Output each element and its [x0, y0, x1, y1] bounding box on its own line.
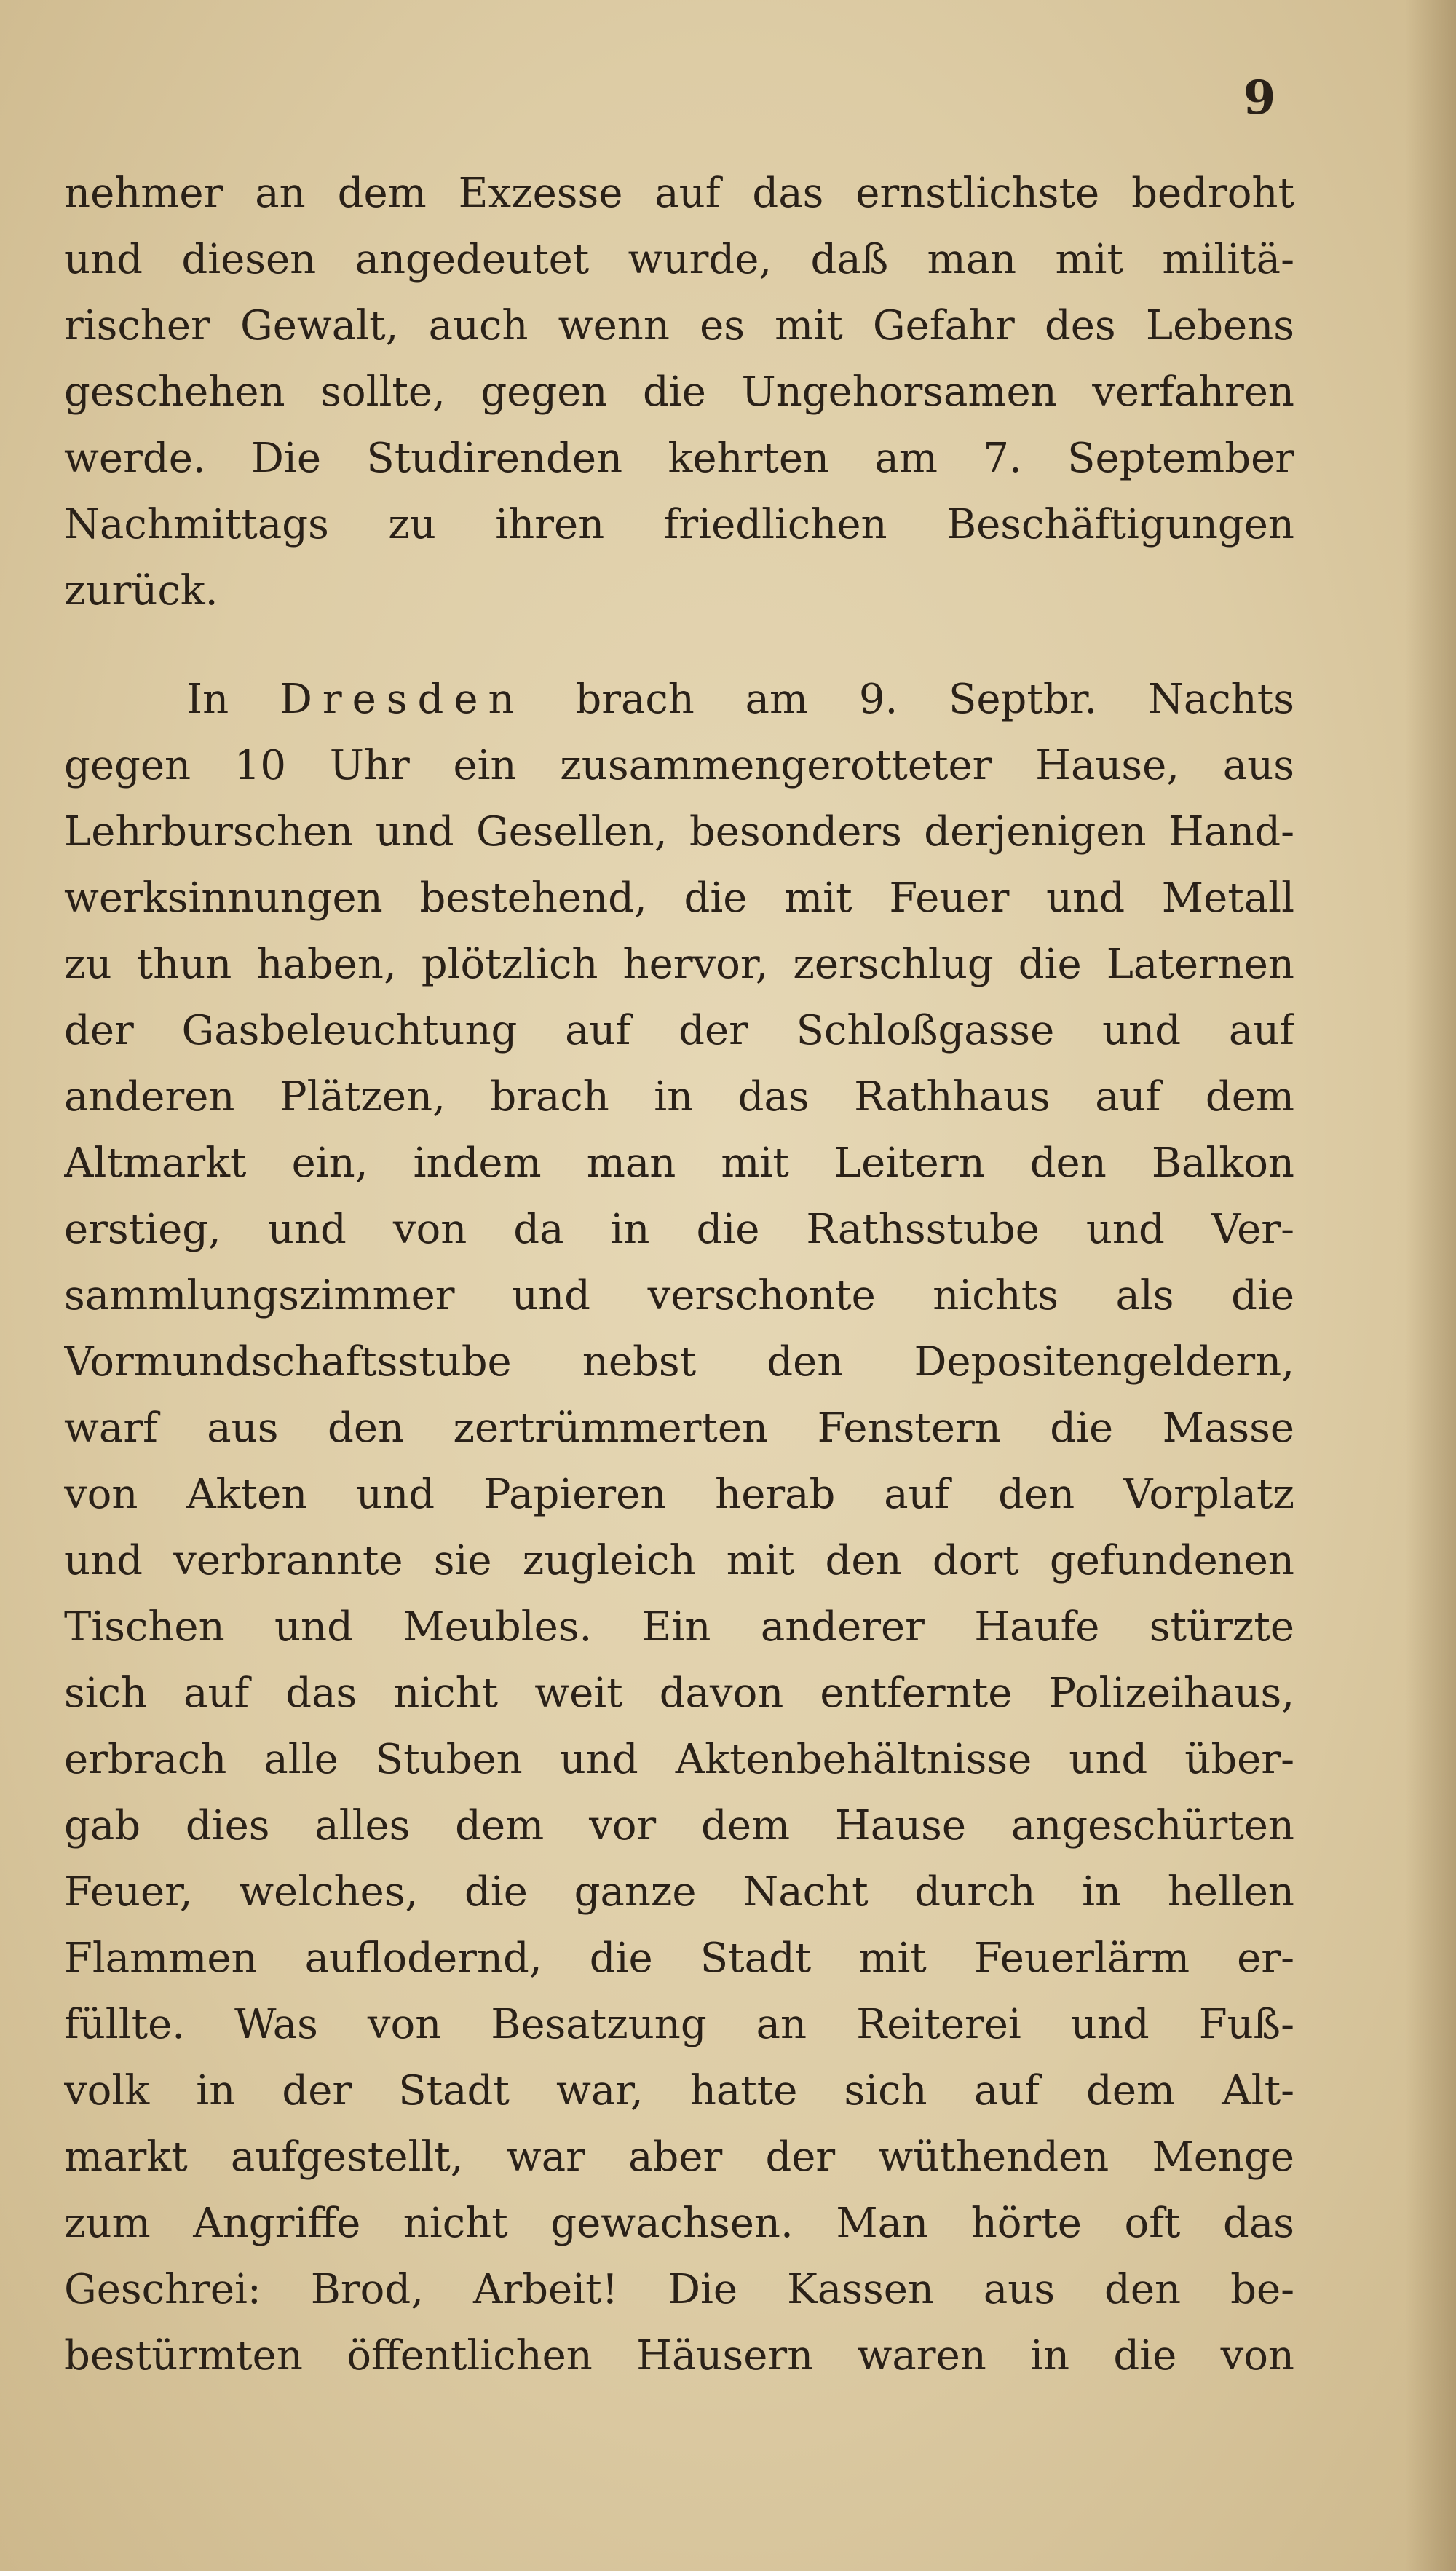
text-line: Flammen auflodernd, die Stadt mit Feuerlärm er- — [64, 1935, 1294, 1982]
paragraph-spacer — [64, 624, 1294, 666]
text-line: von Akten und Papieren herab auf den Vorplatz — [64, 1471, 1294, 1518]
text-line: werde. Die Studirenden kehrten am 7. September — [64, 435, 1294, 482]
text-line: sammlungszimmer und verschonte nichts als die — [64, 1272, 1294, 1319]
text-line — [64, 666, 1294, 732]
text-line: geschehen sollte, gegen die Ungehorsamen verfahren — [64, 368, 1294, 416]
text-line: zum Angriffe nicht gewachsen. Man hörte oft das — [64, 2200, 1294, 2247]
text-line: gegen 10 Uhr ein zusammengerotteter Hause, aus — [64, 742, 1294, 789]
text-fragment: In — [186, 676, 229, 723]
text-line: markt aufgestellt, war aber der wüthenden Menge — [64, 2133, 1294, 2181]
text-line: anderen Plätzen, brach in das Rathhaus auf dem — [64, 1073, 1294, 1121]
text-line: zu thun haben, plötzlich hervor, zerschlug die Laternen — [64, 941, 1294, 988]
text-line: volk in der Stadt war, hatte sich auf dem Alt- — [64, 2067, 1294, 2114]
text-line: der Gasbeleuchtung auf der Schloßgasse und auf — [64, 1007, 1294, 1054]
text-line: und diesen angedeutet wurde, daß man mit militä- — [64, 236, 1294, 283]
text-fragment: brach am 9. Septbr. Nachts — [575, 676, 1294, 723]
text-line: sich auf das nicht weit davon entfernte Polizeihaus, — [64, 1670, 1294, 1717]
text-line: werksinnungen bestehend, die mit Feuer und Metall — [64, 874, 1294, 922]
body-text — [64, 160, 1294, 2389]
text-line: Altmarkt ein, indem man mit Leitern den Balkon — [64, 1140, 1294, 1187]
text-line: rischer Gewalt, auch wenn es mit Gefahr des Lebens — [64, 302, 1294, 349]
text-line: Nachmittags zu ihren friedlichen Beschäftigungen — [64, 501, 1294, 548]
text-line: Lehrburschen und Gesellen, besonders derjenigen Hand- — [64, 808, 1294, 856]
text-line: Tischen und Meubles. Ein anderer Haufe stürzte — [64, 1603, 1294, 1651]
text-line: füllte. Was von Besatzung an Reiterei und Fuß- — [64, 2001, 1294, 2048]
text-line: nehmer an dem Exzesse auf das ernstlichste bedroht — [64, 170, 1294, 217]
text-line: gab dies alles dem vor dem Hause angeschürten — [64, 1802, 1294, 1849]
text-line: warf aus den zertrümmerten Fenstern die Masse — [64, 1405, 1294, 1452]
page-number: 9 — [1243, 71, 1276, 125]
text-line: erbrach alle Stuben und Aktenbehältnisse und über- — [64, 1736, 1294, 1783]
emphasized-place-name: Dresden — [279, 676, 525, 723]
text-line: Geschrei: Brod, Arbeit! Die Kassen aus den be- — [64, 2266, 1294, 2313]
page-gutter-shadow — [1405, 0, 1456, 2571]
paragraph — [64, 666, 1294, 2389]
paragraph — [64, 160, 1294, 624]
text-line: erstieg, und von da in die Rathsstube und Ver- — [64, 1206, 1294, 1253]
text-line: Feuer, welches, die ganze Nacht durch in hellen — [64, 1868, 1294, 1916]
text-line: zurück. — [64, 567, 218, 615]
text-line: bestürmten öffentlichen Häusern waren in die von — [64, 2332, 1294, 2380]
text-line: und verbrannte sie zugleich mit den dort gefundenen — [64, 1537, 1294, 1584]
text-line: Vormundschaftsstube nebst den Depositengeldern, — [64, 1338, 1294, 1386]
